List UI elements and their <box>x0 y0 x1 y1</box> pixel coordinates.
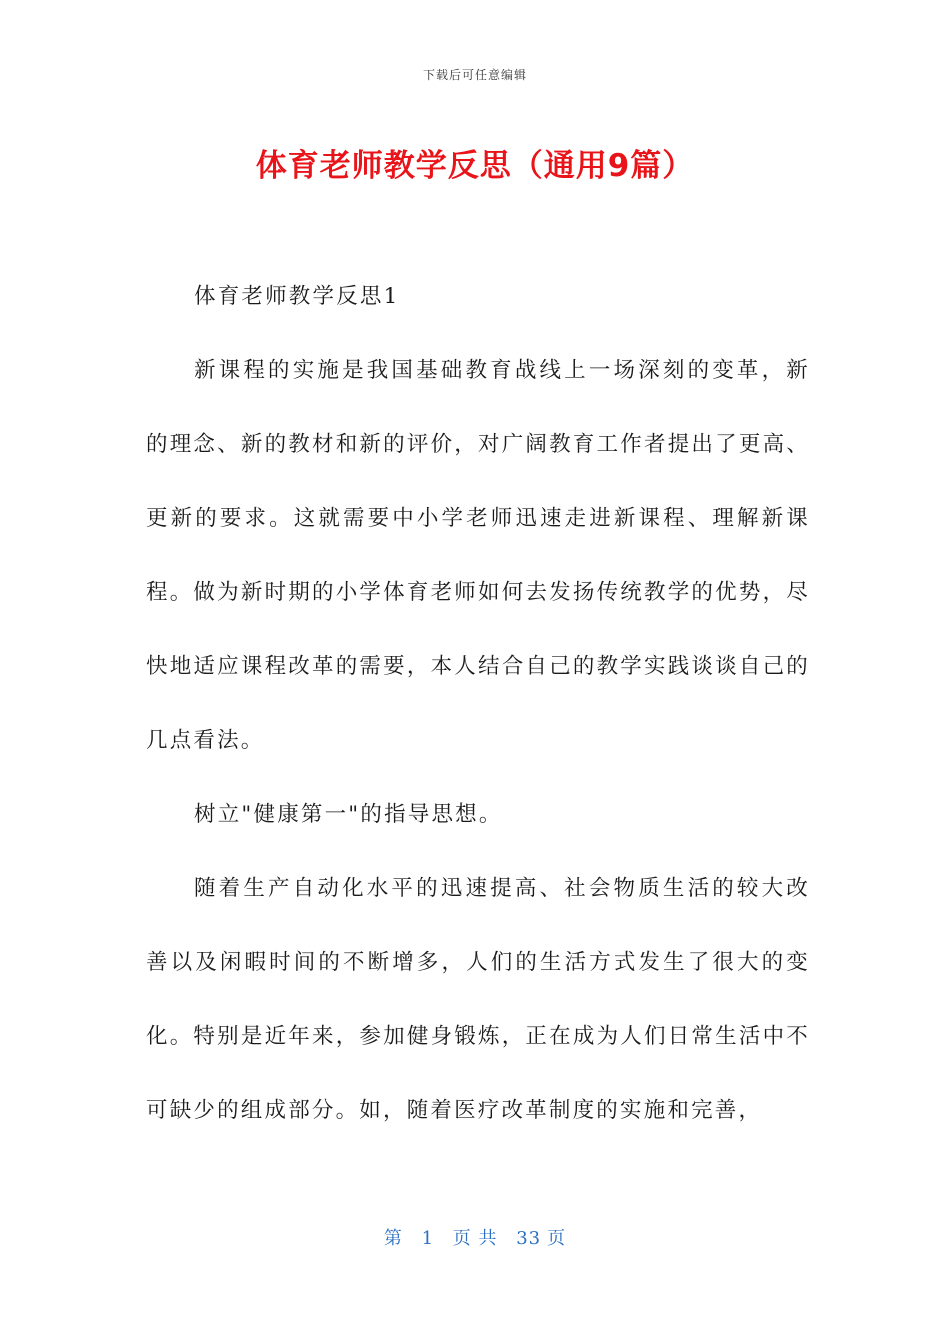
paragraph: 新课程的实施是我国基础教育战线上一场深刻的变革，新的理念、新的教材和新的评价，对广阔教育工作者提出了更高、更新的要求。这就需要中小学老师迅速走进新课程、理解新课程。做为新时期的小学体育老师如何去发扬传统教学的优势，尽快地适应课程改革的需要，本人结合自己的教学实践谈谈自己的几点看法。 <box>146 358 810 753</box>
paragraph: 树立"健康第一"的指导思想。 <box>194 802 503 827</box>
footer-prefix: 第 <box>383 1228 403 1249</box>
document-body <box>146 260 810 1148</box>
section-heading: 体育老师教学反思1 <box>194 284 400 309</box>
current-page-number: 1 <box>421 1228 435 1249</box>
document-title: 体育老师教学反思（通用9篇） <box>255 148 695 184</box>
footer-middle: 页 共 <box>452 1228 498 1249</box>
paragraph: 随着生产自动化水平的迅速提高、社会物质生活的较大改善以及闲暇时间的不断增多，人们的生活方式发生了很大的变化。特别是近年来，参加健身锻炼，正在成为人们日常生活中不可缺少的组成部分。如，随着医疗改革制度的实施和完善， <box>146 876 810 1123</box>
page-number-footer <box>0 1224 950 1250</box>
footer-suffix: 页 <box>547 1228 567 1249</box>
header-note: 下载后可任意编辑 <box>422 68 527 82</box>
total-page-count: 33 <box>516 1228 542 1249</box>
